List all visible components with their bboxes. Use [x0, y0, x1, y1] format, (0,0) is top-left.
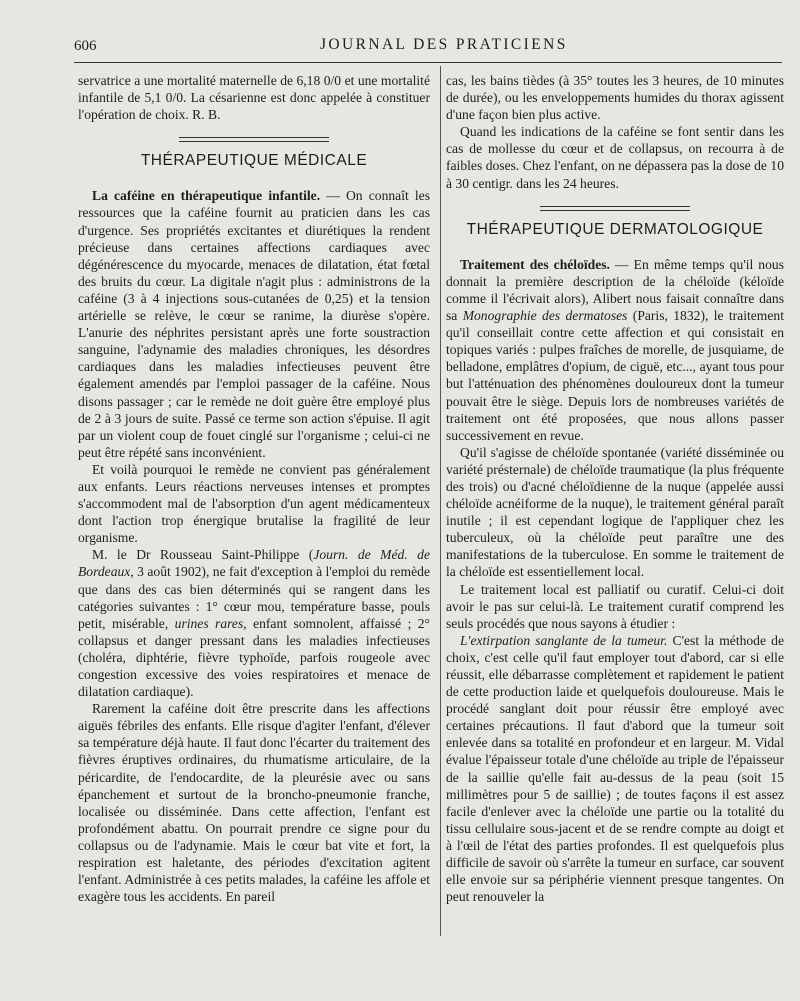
emphasis: urines rares	[174, 615, 244, 631]
text-run: , enfant somnolent, affaissé ; 2° collapsus et danger pressant dans les maladies infectieuses (choléra, diphtérie, fièvre typhoïde, parfois rougeole avec congestion excessive des voies respiratoires et menace de dilatation cardiaque).	[78, 615, 430, 700]
article-lead: La caféine en thérapeutique infantile.	[92, 188, 321, 204]
paragraph: Et voilà pourquoi le remède ne convient pas généralement aux enfants. Leurs réactions nerveuses intenses et promptes s'accommodent mal de l'absorption d'un agent médicamenteux dont l'action trop énergique brutalise la fragilité de leur organisme.	[78, 461, 430, 546]
paragraph: Qu'il s'agisse de chéloïde spontanée (variété disséminée ou variété présternale) de chéloïde traumatique (la plus fréquente des trois) ou d'acné chéloïdienne de la nuque (appelée aussi chéloïde acnéiforme de la nuque), le traitement général paraît inutile ; il est cependant logique de l'appliquer chez les tuberculeux, où la chéloïde peut paraître une des manifestations de la tuberculose. En somme le traitement de la chéloïde est essentiellement local.	[446, 444, 784, 580]
text-run: — En même temps qu'il nous donnait la première description de la chéloïde (kéloïde comme il l'écrivait alors), Alibert nous faisait connaître dans sa	[446, 256, 784, 324]
article-paragraph	[446, 256, 784, 444]
paragraph: Rarement la caféine doit être prescrite dans les affections aiguës fébriles des enfants. Elle risque d'agiter l'enfant, d'élever sa température déjà haute. Il faut donc l'écarter du traitement des fièvres éruptives ordinaires, du rhumatisme articulaire, de la péricardite, de l'endocardite, de la pleurésie avec ou sans épanchement et surtout de la broncho-pneumonie franche, localisée ou disséminée. Dans cette affection, l'enfant est profondément abattu. On pourrait prendre ce signe pour du collapsus ou de l'adynamie. Mais le cœur bat vite et fort, la respiration est haletante, des périodes d'excitation agitent l'enfant. Administrée à ces petits malades, la caféine les affole et exagère tous les accidents. En pareil	[78, 701, 430, 905]
text-run: (Paris, 1832), le traitement qu'il conseillait contre cette affection et qui consistait en topiques variés : pulpes fraîches de morelle, de jusquiame, de belladone, emplâtres d'opium, de ciguë, etc..., ayant tous pour but l'atténuation des phénomènes douloureux dont la tumeur pouvait être le siège. Depuis lors de nombreuses variétés de traitement ont été proposées, que nous allons passer successivement en revue.	[446, 308, 784, 443]
article-text: — On connaît les ressources que la caféine fournit au praticien dans les cas d'urgence. Ses propriétés excitantes et diurétiques la rendent précieuse dans certaines affections cardiaques avec dégénérescence du myocarde, menaces de dilatation, état fœtal des bruits du cœur. La digitale n'agit plus : administrons de la caféine (3 à 4 injections sous-cutanées de 0,25) et la tension artérielle se relève, le cœur se ranime, la diurèse s'opère. L'anurie des néphrites persistant après une forte soustraction sanguine, l'adynamie des maladies chroniques, les désordres cardiaques dans les maladies infectieuses peuvent être également amendés par l'emploi passager de la caféine. Nous disons passager ; car le remède ne doit guère être employé plus de 2 à 3 jours de suite. Passé ce terme son action s'épuise. Il agit par un violent coup de fouet cinglé sur l'organisme ; celui-ci ne peut être répété sans inconvénient.	[78, 188, 430, 460]
right-column	[446, 72, 784, 952]
article-lead: Traitement des chéloïdes.	[460, 256, 610, 272]
column-divider	[440, 66, 441, 936]
paragraph: Quand les indications de la caféine se font sentir dans les cas de mollesse du cœur et de collapsus, on recourra à de faibles doses. Chez l'enfant, on ne dépassera pas la dose de 10 à 30 centigr. dans les 24 heures.	[446, 124, 784, 191]
paragraph: Le traitement local est palliatif ou curatif. Celui-ci doit avoir le pas sur celui-là. Le traitement curatif comprend les seuls procédés que nous sayons à étudier :	[446, 581, 784, 631]
text-run: M. le Dr Rousseau Saint-Philippe (	[92, 547, 314, 563]
page-header	[74, 34, 780, 56]
emphasis: L'extirpation sanglante de la tumeur.	[460, 632, 668, 648]
header-rule	[74, 62, 782, 63]
page-number: 606	[74, 38, 97, 54]
text-run: , 3 août 1902), ne fait d'exception à l'emploi du remède que dans des cas bien déterminés qui se rangent dans les catégories suivantes : 1° cœur mou, température basse, pouls petit, misérable,	[78, 564, 430, 631]
left-column	[78, 72, 430, 952]
paragraph	[78, 546, 430, 700]
section-title-therapeutique-medicale: THÉRAPEUTIQUE MÉDICALE	[140, 152, 368, 170]
citation: Journ. de Méd. de Bordeaux	[78, 547, 430, 580]
journal-title: JOURNAL DES PRATICIENS	[320, 36, 568, 53]
citation: Monographie des dermatoses	[462, 308, 628, 324]
section-title-therapeutique-dermatologique: THÉRAPEUTIQUE DERMATOLOGIQUE	[466, 220, 764, 238]
text-run: C'est la méthode de choix, c'est celle qu'il faut employer tout d'abord, car si elle réussit, elle débarrasse complètement et rapidement le patient de cette production laide et quelquefois douloureuse. Mais le procédé sanglant doit pour réussir être employé avec certaines précautions. Il faut d'abord que la tumeur soit enlevée dans sa totalité en profondeur et en largeur. M. Vidal évalue l'épaisseur totale d'une chéloïde au triple de l'épaisseur de la saillie qu'elle fait au-dessus de la peau (soit 15 millimètres pour 5 de saillie) ; de toutes façons il est assez facile d'enlever avec la chéloïde une partie ou la totalité du tissu cellulaire sous-jacent et de se rendre compte au doigt et à l'œil de l'état des parties profondes. Il est quelquefois plus difficile de savoir où s'arrête la tumeur en surface, car souvent elle envoie sur sa périphérie viennent presque tangentes. On peut renouveler la	[446, 632, 784, 905]
article-paragraph	[78, 187, 430, 461]
paragraph	[446, 632, 784, 906]
section-separator	[540, 206, 690, 211]
paragraph: cas, les bains tièdes (à 35° toutes les 3 heures, de 10 minutes de durée), ou les enveloppements humides du thorax agissent d'une façon bien plus active.	[446, 73, 784, 123]
paragraph: servatrice a une mortalité maternelle de 6,18 0/0 et une mortalité infantile de 5,1 0/0. La césarienne est donc appelée à constituer l'opération de choix. R. B.	[78, 73, 430, 123]
section-separator	[179, 137, 329, 142]
